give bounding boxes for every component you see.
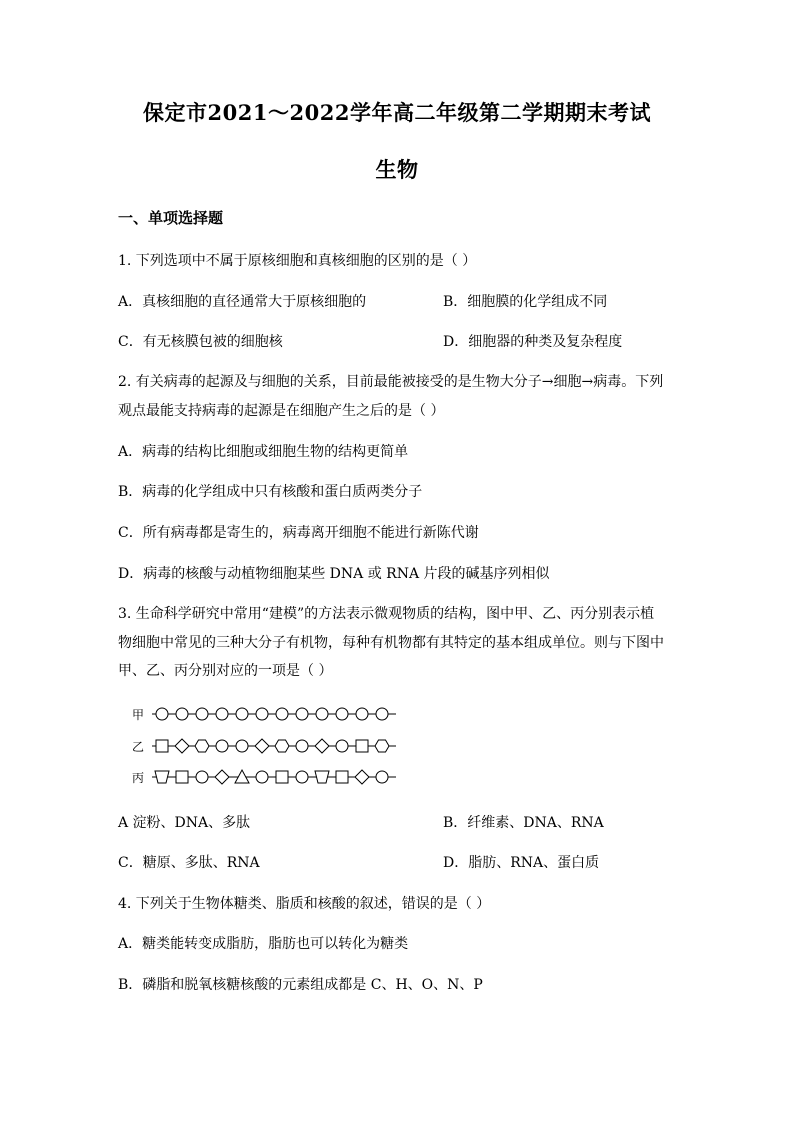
monomer-square: [176, 771, 188, 783]
monomer-circle: [276, 708, 288, 720]
q1-option-c: C．有无核膜包被的细胞核: [118, 334, 283, 350]
q1-option-d: D．细胞器的种类及复杂程度: [443, 334, 623, 350]
monomer-diamond: [255, 739, 269, 753]
q3-stem-line-1: 3. 生命科学研究中常用“建模”的方法表示微观物质的结构，图中甲、乙、丙分别表示植: [118, 606, 655, 622]
q2-option-d: D．病毒的核酸与动植物细胞某些 DNA 或 RNA 片段的碱基序列相似: [118, 566, 550, 582]
monomer-circle: [336, 740, 348, 752]
monomer-trapezoid: [155, 771, 169, 783]
monomer-circle: [316, 708, 328, 720]
monomer-circle: [196, 708, 208, 720]
chain-label-jia: 甲: [132, 708, 145, 722]
q3-option-a: A 淀粉、DNA、多肽: [118, 815, 251, 831]
q4-stem: 4. 下列关于生物体糖类、脂质和核酸的叙述，错误的是（ ）: [118, 896, 491, 912]
monomer-circle: [216, 708, 228, 720]
monomer-circle: [256, 771, 268, 783]
q2-option-a: A．病毒的结构比细胞或细胞生物的结构更简单: [118, 444, 409, 460]
q3-stem-line-3: 甲、乙、丙分别对应的一项是（ ）: [118, 663, 333, 679]
section-heading: 一、单项选择题: [118, 209, 224, 227]
chain-label-yi: 乙: [132, 740, 145, 754]
chain-yi-diagram: [150, 735, 410, 757]
monomer-diamond: [215, 770, 229, 784]
monomer-diamond: [315, 739, 329, 753]
monomer-diamond: [175, 739, 189, 753]
monomer-square: [156, 740, 168, 752]
monomer-circle: [196, 771, 208, 783]
q1-option-b: B．细胞膜的化学组成不同: [443, 294, 608, 310]
q2-stem-line-1: 2. 有关病毒的起源及与细胞的关系，目前最能被接受的是生物大分子→细胞→病毒。下列: [118, 374, 664, 390]
q2-option-c: C．所有病毒都是寄生的，病毒离开细胞不能进行新陈代谢: [118, 525, 479, 541]
q2-option-b: B．病毒的化学组成中只有核酸和蛋白质两类分子: [118, 484, 423, 500]
chain-bing-diagram: [150, 766, 410, 788]
monomer-circle: [216, 740, 228, 752]
q3-option-c: C．糖原、多肽、RNA: [118, 855, 260, 871]
exam-title: 保定市2021～2022学年高二年级第二学期期末考试: [143, 100, 651, 125]
q2-stem-line-2: 观点最能支持病毒的起源是在细胞产生之后的是（ ）: [118, 403, 445, 419]
monomer-circle: [376, 708, 388, 720]
subject-title: 生物: [375, 157, 419, 182]
monomer-hexagon: [275, 740, 289, 752]
monomer-hexagon: [375, 740, 389, 752]
monomer-circle: [156, 708, 168, 720]
chain-jia-diagram: [150, 703, 410, 725]
monomer-circle: [236, 708, 248, 720]
monomer-circle: [296, 771, 308, 783]
monomer-trapezoid: [315, 771, 329, 783]
monomer-circle: [376, 771, 388, 783]
monomer-circle: [296, 740, 308, 752]
monomer-diamond: [355, 770, 369, 784]
q4-option-a: A．糖类能转变成脂肪，脂肪也可以转化为糖类: [118, 936, 409, 952]
q1-option-a: A．真核细胞的直径通常大于原核细胞的: [118, 294, 367, 310]
monomer-hexagon: [195, 740, 209, 752]
monomer-circle: [356, 708, 368, 720]
chain-label-bing: 丙: [132, 771, 145, 785]
monomer-square: [336, 771, 348, 783]
q4-option-b: B．磷脂和脱氧核糖核酸的元素组成都是 C、H、O、N、P: [118, 977, 483, 993]
q3-option-d: D．脂肪、RNA、蛋白质: [443, 855, 600, 871]
monomer-circle: [336, 708, 348, 720]
q1-stem: 1. 下列选项中不属于原核细胞和真核细胞的区别的是（ ）: [118, 253, 477, 269]
monomer-circle: [236, 740, 248, 752]
monomer-circle: [256, 708, 268, 720]
monomer-circle: [296, 708, 308, 720]
monomer-square: [276, 771, 288, 783]
q3-option-b: B．纤维素、DNA、RNA: [443, 815, 604, 831]
q3-stem-line-2: 物细胞中常见的三种大分子有机物，每种有机物都有其特定的基本组成单位。则与下图中: [118, 635, 664, 651]
monomer-square: [356, 740, 368, 752]
monomer-circle: [176, 708, 188, 720]
